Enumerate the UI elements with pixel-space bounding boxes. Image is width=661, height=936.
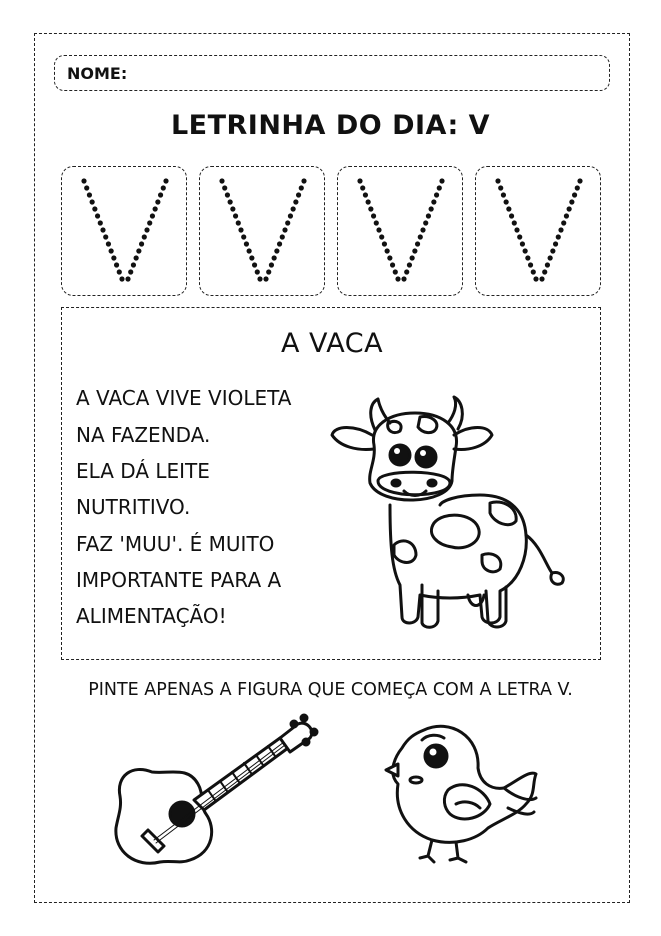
trace-dot bbox=[542, 269, 547, 274]
trace-dot bbox=[238, 227, 243, 232]
trace-dot bbox=[111, 255, 116, 260]
trace-box-4[interactable] bbox=[475, 166, 601, 296]
trace-dot bbox=[249, 255, 254, 260]
trace-dot bbox=[410, 255, 415, 260]
trace-dot bbox=[158, 192, 163, 197]
trace-dot bbox=[225, 192, 230, 197]
trace-dot bbox=[252, 262, 257, 267]
trace-dot bbox=[125, 276, 130, 281]
trace-dot bbox=[371, 213, 376, 218]
trace-dot bbox=[161, 185, 166, 190]
story-line: FAZ 'MUU'. É MUITO bbox=[76, 532, 275, 556]
trace-dot bbox=[272, 255, 277, 260]
story-line: ALIMENTAÇÃO! bbox=[76, 604, 227, 628]
trace-dot bbox=[423, 220, 428, 225]
trace-dot bbox=[247, 248, 252, 253]
trace-dot bbox=[222, 185, 227, 190]
trace-dot bbox=[296, 192, 301, 197]
name-field[interactable] bbox=[54, 55, 610, 91]
trace-dot bbox=[282, 227, 287, 232]
trace-dot bbox=[498, 185, 503, 190]
trace-dot bbox=[520, 241, 525, 246]
trace-dot bbox=[92, 206, 97, 211]
trace-dot bbox=[368, 206, 373, 211]
trace-dot bbox=[539, 276, 544, 281]
trace-dot bbox=[509, 213, 514, 218]
trace-dot bbox=[233, 213, 238, 218]
story-line: NA FAZENDA. bbox=[76, 423, 211, 447]
story-line: IMPORTANTE PARA A bbox=[76, 568, 282, 592]
trace-dot bbox=[366, 199, 371, 204]
story-line: ELA DÁ LEITE bbox=[76, 459, 210, 483]
trace-dot bbox=[109, 248, 114, 253]
trace-dot bbox=[382, 241, 387, 246]
story-line: NUTRITIVO. bbox=[76, 495, 191, 519]
trace-dot bbox=[376, 227, 381, 232]
trace-dot bbox=[501, 192, 506, 197]
trace-dot bbox=[266, 269, 271, 274]
trace-dot bbox=[548, 255, 553, 260]
trace-dot bbox=[299, 185, 304, 190]
trace-dot bbox=[301, 178, 306, 183]
trace-dot bbox=[128, 269, 133, 274]
trace-dot bbox=[263, 276, 268, 281]
trace-dot bbox=[241, 234, 246, 239]
trace-dot bbox=[119, 276, 124, 281]
trace-dot bbox=[525, 255, 530, 260]
trace-dot bbox=[553, 241, 558, 246]
trace-dot bbox=[575, 185, 580, 190]
trace-dot bbox=[401, 276, 406, 281]
trace-dot bbox=[429, 206, 434, 211]
story-title: A VACA bbox=[280, 328, 384, 359]
trace-dot bbox=[155, 199, 160, 204]
trace-dot bbox=[131, 262, 136, 267]
trace-dot bbox=[144, 227, 149, 232]
trace-dot bbox=[293, 199, 298, 204]
dotted-v-icon bbox=[62, 167, 188, 297]
trace-dot bbox=[437, 185, 442, 190]
dotted-v-icon bbox=[200, 167, 326, 297]
trace-dot bbox=[577, 178, 582, 183]
trace-dot bbox=[280, 234, 285, 239]
trace-dot bbox=[412, 248, 417, 253]
guitar-icon[interactable] bbox=[112, 712, 327, 877]
trace-dot bbox=[139, 241, 144, 246]
trace-dot bbox=[374, 220, 379, 225]
trace-dot bbox=[495, 178, 500, 183]
trace-dot bbox=[230, 206, 235, 211]
trace-dot bbox=[106, 241, 111, 246]
trace-dot bbox=[274, 248, 279, 253]
trace-dot bbox=[531, 269, 536, 274]
cow-icon bbox=[330, 395, 575, 635]
trace-dot bbox=[528, 262, 533, 267]
trace-dot bbox=[393, 269, 398, 274]
name-label: NOME: bbox=[67, 64, 128, 83]
trace-dot bbox=[90, 199, 95, 204]
trace-dot bbox=[134, 255, 139, 260]
trace-dot bbox=[420, 227, 425, 232]
trace-dot bbox=[512, 220, 517, 225]
trace-dot bbox=[545, 262, 550, 267]
trace-dot bbox=[523, 248, 528, 253]
trace-dot bbox=[533, 276, 538, 281]
trace-dot bbox=[150, 213, 155, 218]
trace-dot bbox=[418, 234, 423, 239]
trace-dot bbox=[514, 227, 519, 232]
trace-dot bbox=[504, 199, 509, 204]
trace-dot bbox=[415, 241, 420, 246]
trace-dot bbox=[117, 269, 122, 274]
trace-dot bbox=[426, 213, 431, 218]
trace-dot bbox=[136, 248, 141, 253]
trace-box-3[interactable] bbox=[337, 166, 463, 296]
trace-dot bbox=[98, 220, 103, 225]
trace-dot bbox=[558, 227, 563, 232]
trace-dot bbox=[103, 234, 108, 239]
trace-dot bbox=[244, 241, 249, 246]
trace-dot bbox=[87, 192, 92, 197]
trace-dot bbox=[572, 192, 577, 197]
trace-dot bbox=[363, 192, 368, 197]
trace-dot bbox=[269, 262, 274, 267]
trace-dot bbox=[439, 178, 444, 183]
trace-dot bbox=[395, 276, 400, 281]
trace-dot bbox=[277, 241, 282, 246]
dotted-v-icon bbox=[476, 167, 602, 297]
trace-dot bbox=[357, 178, 362, 183]
trace-dot bbox=[153, 206, 158, 211]
trace-dot bbox=[255, 269, 260, 274]
trace-dot bbox=[506, 206, 511, 211]
trace-dot bbox=[288, 213, 293, 218]
story-line: A VACA VIVE VIOLETA bbox=[76, 386, 292, 410]
page-title: LETRINHA DO DIA: V bbox=[170, 110, 491, 141]
trace-dot bbox=[81, 178, 86, 183]
instruction-text: PINTE APENAS A FIGURA QUE COMEÇA COM A LETRA V. bbox=[88, 680, 573, 700]
trace-dot bbox=[219, 178, 224, 183]
trace-dot bbox=[564, 213, 569, 218]
trace-dot bbox=[163, 178, 168, 183]
trace-dot bbox=[360, 185, 365, 190]
trace-dot bbox=[407, 262, 412, 267]
bird-icon[interactable] bbox=[380, 718, 540, 878]
trace-box-2[interactable] bbox=[199, 166, 325, 296]
trace-dot bbox=[236, 220, 241, 225]
trace-dot bbox=[228, 199, 233, 204]
trace-dot bbox=[84, 185, 89, 190]
trace-dot bbox=[434, 192, 439, 197]
trace-dot bbox=[114, 262, 119, 267]
trace-dot bbox=[385, 248, 390, 253]
trace-dot bbox=[95, 213, 100, 218]
trace-dot bbox=[142, 234, 147, 239]
trace-dot bbox=[404, 269, 409, 274]
trace-box-1[interactable] bbox=[61, 166, 187, 296]
trace-dot bbox=[285, 220, 290, 225]
trace-dot bbox=[517, 234, 522, 239]
trace-dot bbox=[431, 199, 436, 204]
trace-dot bbox=[567, 206, 572, 211]
trace-dot bbox=[257, 276, 262, 281]
trace-dot bbox=[556, 234, 561, 239]
trace-dot bbox=[379, 234, 384, 239]
trace-dot bbox=[291, 206, 296, 211]
trace-dot bbox=[387, 255, 392, 260]
trace-dot bbox=[561, 220, 566, 225]
trace-dot bbox=[569, 199, 574, 204]
trace-dot bbox=[147, 220, 152, 225]
trace-dot bbox=[550, 248, 555, 253]
trace-dot bbox=[390, 262, 395, 267]
dotted-v-icon bbox=[338, 167, 464, 297]
trace-dot bbox=[100, 227, 105, 232]
